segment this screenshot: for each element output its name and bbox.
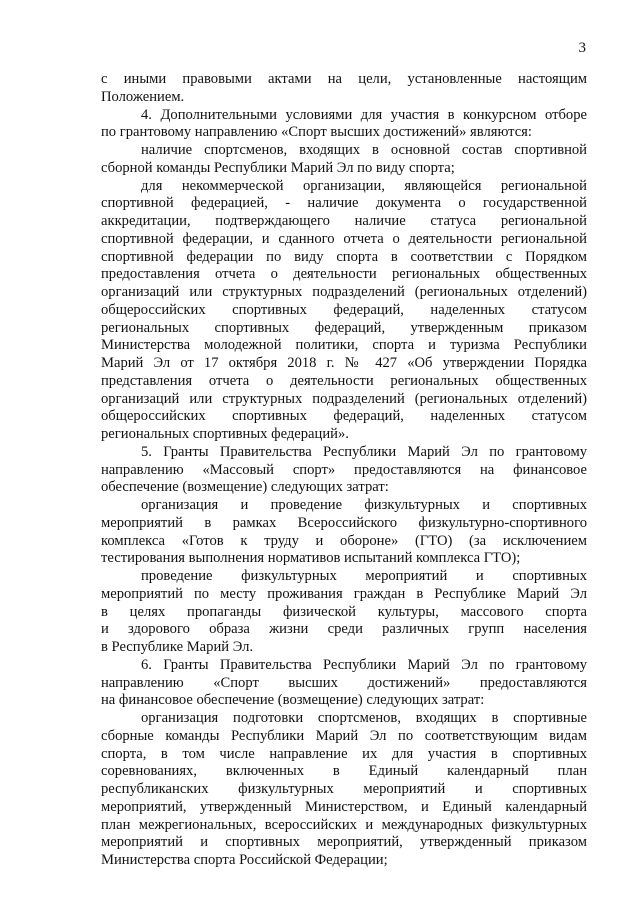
text-line: мероприятий по месту проживания граждан в Республике Марий Эл	[101, 585, 587, 602]
text-line: в Республике Марий Эл.	[101, 639, 254, 655]
text-line: на финансовое обеспечение (возмещение) следующих затрат:	[101, 692, 485, 709]
text-line: с иными правовыми актами на цели, установленные настоящим	[101, 71, 587, 87]
text-line: Министерства спорта Российской Федерации;	[101, 852, 388, 868]
text-line: общероссийских спортивных федераций, наделенных статусом	[101, 301, 587, 318]
text-line: Марий Эл от 17 октября 2018 г. № 427 «Об утверждении Порядка	[101, 355, 587, 371]
text-line: общероссийских спортивных федераций, наделенных статусом	[101, 408, 587, 425]
text-line: 6. Гранты Правительства Республики Марий Эл по грантовому	[141, 656, 587, 673]
text-line: в целях пропаганды физической культуры, массового спорта	[101, 603, 587, 620]
text-line: организация подготовки спортсменов, входящих в спортивные	[141, 710, 587, 726]
text-line: сборные команды Республики Марий Эл по соответствующим видам	[101, 727, 587, 744]
text-line: республиканских физкультурных мероприятий и спортивных	[101, 781, 587, 797]
text-line: спортивной федерации по виду спорта в соответствии с Порядком	[101, 248, 587, 265]
text-line: представления отчета о деятельности региональных общественных	[101, 372, 587, 389]
text-line: 5. Гранты Правительства Республики Марий Эл по грантовому	[141, 443, 587, 460]
text-line: для некоммерческой организации, являющейся региональной	[141, 177, 587, 194]
text-line: 4. Дополнительными условиями для участия в конкурсном отборе	[141, 106, 587, 123]
text-line: спортивной федерации, и сданного отчета о деятельности региональной	[101, 230, 587, 247]
text-line: организаций или структурных подразделений (региональных отделений)	[101, 284, 587, 300]
text-line: направлению «Массовый спорт» предоставляются на финансовое	[101, 461, 587, 478]
text-line: мероприятий, утвержденный Министерством, и Единый календарный	[101, 798, 587, 815]
text-line: мероприятий и спортивных мероприятий, утвержденный приказом	[101, 834, 587, 851]
text-line: Положением.	[101, 88, 185, 105]
page-number: 3	[578, 40, 586, 56]
text-line: и здорового образа жизни среди различных групп населения	[101, 621, 587, 638]
text-line: спортивной федерацией, - наличие документа о государственной	[101, 195, 587, 212]
text-line: обеспечение (возмещение) следующих затрат:	[101, 479, 389, 496]
text-line: тестирования выполнения нормативов испытаний комплекса ГТО);	[101, 550, 521, 567]
text-line: региональных спортивных федераций».	[101, 426, 349, 442]
text-line: сборной команды Республики Марий Эл по виду спорта;	[101, 159, 455, 176]
text-line: комплекса «Готов к труду и обороне» (ГТО) (за исключением	[101, 532, 587, 549]
text-line: региональных спортивных федераций, утвержденным приказом	[101, 319, 587, 336]
text-line: проведение физкультурных мероприятий и спортивных	[141, 568, 587, 584]
text-line: направлению «Спорт высших достижений» предоставляются	[101, 674, 587, 691]
text-line: мероприятий в рамках Всероссийского физкультурно-спортивного	[101, 514, 587, 531]
text-line: план межрегиональных, всероссийских и международных физкультурных	[101, 816, 587, 833]
text-line: предоставления отчета о деятельности региональных общественных	[101, 266, 587, 283]
text-line: соревнованиях, включенных в Единый календарный план	[101, 763, 587, 780]
text-line: по грантовому направлению «Спорт высших достижений» являются:	[101, 124, 532, 141]
text-line: Министерства молодежной политики, спорта и туризма Республики	[101, 337, 587, 354]
text-line: аккредитации, подтверждающего наличие статуса региональной	[101, 213, 587, 229]
text-line: спорта, в том числе направление их для участия в спортивных	[101, 745, 587, 762]
text-line: организация и проведение физкультурных и спортивных	[141, 497, 587, 513]
document-body	[101, 71, 587, 870]
text-line: организаций или структурных подразделений (региональных отделений)	[101, 390, 587, 407]
text-line: наличие спортсменов, входящих в основной состав спортивной	[141, 142, 587, 158]
